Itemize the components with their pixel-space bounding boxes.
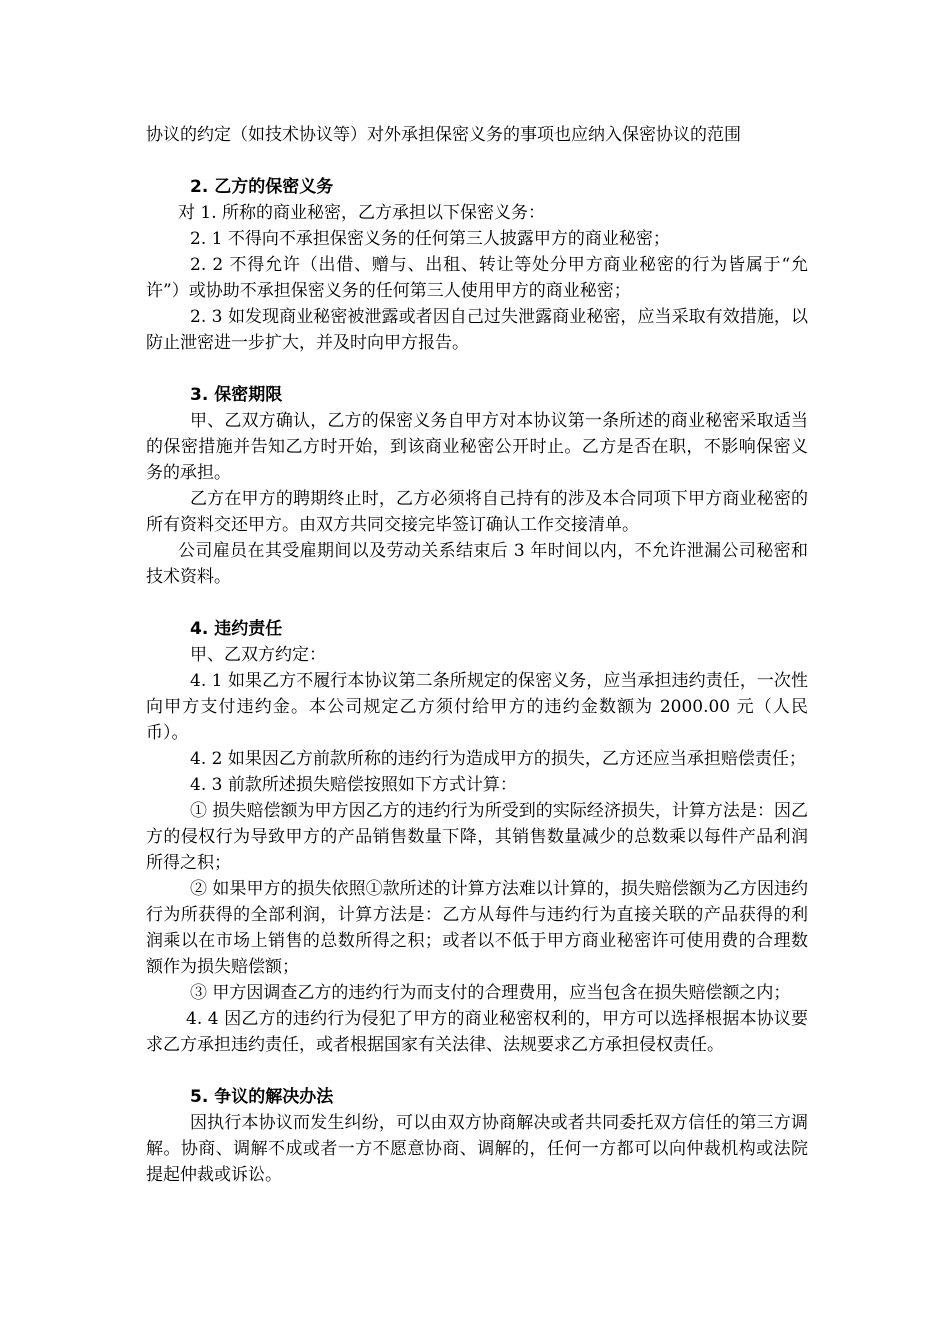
body-paragraph: 乙方在甲方的聘期终止时，乙方必须将自己持有的涉及本合同项下甲方商业秘密的所有资料交还甲方。由双方共同交接完毕签订确认工作交接清单。 bbox=[146, 489, 808, 535]
body-paragraph: 协议的约定（如技术协议等）对外承担保密义务的事项也应纳入保密协议的范围 bbox=[146, 125, 741, 145]
body-paragraph: ② 如果甲方的损失依照①款所述的计算方法难以计算的，损失赔偿额为乙方因违约行为所获得的全部利润，计算方法是：乙方从每件与违约行为直接关联的产品获得的利润乘以在市场上销售的总数所得之积；或者以不低于甲方商业秘密许可使用费的合理数额作为损失赔偿额； bbox=[146, 879, 808, 977]
body-paragraph: 4. 2 如果因乙方前款所称的违约行为造成甲方的损失，乙方还应当承担赔偿责任； bbox=[190, 749, 806, 769]
body-paragraph: 4. 1 如果乙方不履行本协议第二条所规定的保密义务，应当承担违约责任，一次性向甲方支付违约金。本公司规定乙方须付给甲方的违约金数额为 2000.00 元（人民币）。 bbox=[146, 671, 808, 743]
paragraph-spacer bbox=[146, 1058, 808, 1084]
paragraph-spacer bbox=[146, 148, 808, 174]
section-heading: 2. 乙方的保密义务 bbox=[190, 177, 334, 197]
paragraph-spacer bbox=[146, 356, 808, 382]
section-heading: 5. 争议的解决办法 bbox=[190, 1087, 334, 1107]
body-paragraph: 2. 2 不得允许（出借、赠与、出租、转让等处分甲方商业秘密的行为皆属于“允许”）或协助不承担保密义务的任何第三人使用甲方的商业秘密； bbox=[146, 255, 808, 301]
document-page bbox=[146, 122, 808, 1188]
body-paragraph: ③ 甲方因调查乙方的违约行为而支付的合理费用，应当包含在损失赔偿额之内； bbox=[190, 983, 791, 1003]
section-heading: 3. 保密期限 bbox=[190, 385, 283, 405]
body-paragraph: 对 1. 所称的商业秘密，乙方承担以下保密义务： bbox=[178, 203, 546, 223]
body-paragraph: 甲、乙双方确认，乙方的保密义务自甲方对本协议第一条所述的商业秘密采取适当的保密措施并告知乙方时开始，到该商业秘密公开时止。乙方是否在职，不影响保密义务的承担。 bbox=[146, 411, 808, 483]
body-paragraph: 4. 3 前款所述损失赔偿按照如下方式计算： bbox=[190, 775, 517, 795]
body-paragraph: 甲、乙双方约定： bbox=[190, 645, 326, 665]
body-paragraph: ① 损失赔偿额为甲方因乙方的违约行为所受到的实际经济损失，计算方法是：因乙方的侵权行为导致甲方的产品销售数量下降，其销售数量减少的总数乘以每件产品利润所得之积； bbox=[146, 801, 808, 873]
body-paragraph: 4. 4 因乙方的违约行为侵犯了甲方的商业秘密权利的，甲方可以选择根据本协议要求乙方承担违约责任，或者根据国家有关法律、法规要求乙方承担侵权责任。 bbox=[146, 1009, 808, 1055]
body-paragraph: 公司雇员在其受雇期间以及劳动关系结束后 3 年时间以内，不允许泄漏公司秘密和技术资料。 bbox=[146, 541, 808, 587]
section-heading: 4. 违约责任 bbox=[190, 619, 283, 639]
paragraph-spacer bbox=[146, 590, 808, 616]
body-paragraph: 2. 3 如发现商业秘密被泄露或者因自己过失泄露商业秘密，应当采取有效措施，以防止泄密进一步扩大，并及时向甲方报告。 bbox=[146, 307, 808, 353]
body-paragraph: 2. 1 不得向不承担保密义务的任何第三人披露甲方的商业秘密； bbox=[190, 229, 670, 249]
body-paragraph: 因执行本协议而发生纠纷，可以由双方协商解决或者共同委托双方信任的第三方调解。协商、调解不成或者一方不愿意协商、调解的，任何一方都可以向仲裁机构或法院提起仲裁或诉讼。 bbox=[146, 1113, 808, 1185]
